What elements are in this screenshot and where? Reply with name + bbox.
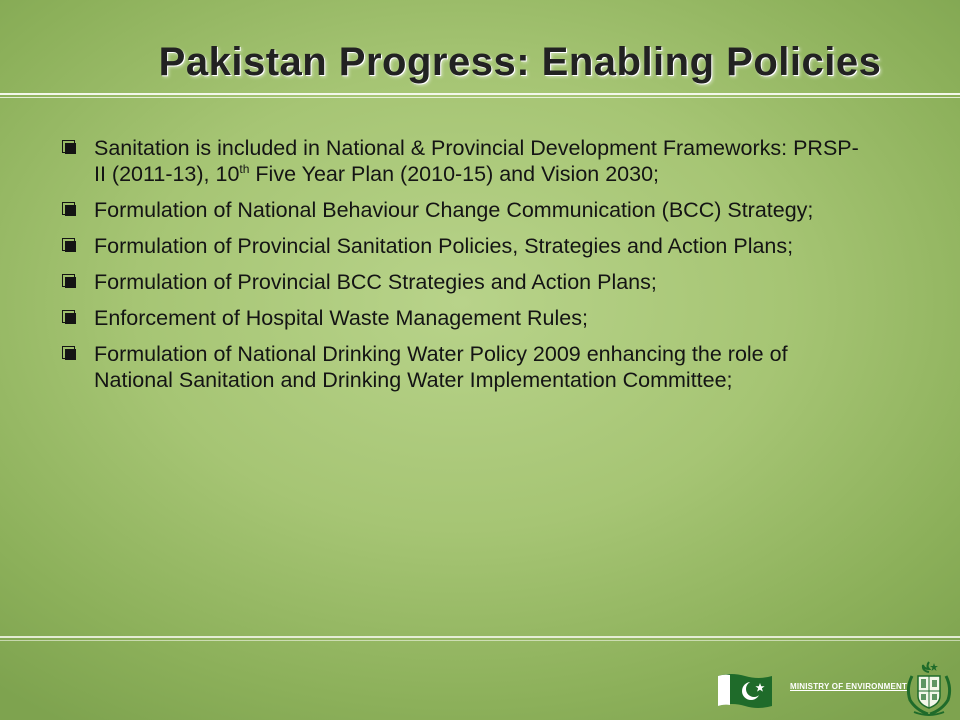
bullet-item bbox=[60, 233, 860, 259]
bullet-text: Formulation of National Behaviour Change Communication (BCC) Strategy; bbox=[94, 198, 814, 222]
slide-title: Pakistan Progress: Enabling Policies bbox=[158, 40, 882, 84]
bullet-item bbox=[60, 341, 860, 393]
footer-divider bbox=[0, 636, 960, 638]
bullet-superscript: th bbox=[239, 161, 250, 176]
bullet-text-cont: Five Year Plan (2010-15) and Vision 2030; bbox=[249, 162, 660, 186]
state-emblem-icon bbox=[902, 660, 956, 718]
bullet-text: Enforcement of Hospital Waste Management Rules; bbox=[94, 306, 588, 330]
checkbox-bullet-icon bbox=[62, 238, 75, 251]
bullet-item bbox=[60, 197, 860, 223]
bullet-text: Formulation of Provincial BCC Strategies and Action Plans; bbox=[94, 270, 657, 294]
bullet-list bbox=[60, 135, 860, 403]
bullet-item bbox=[60, 269, 860, 295]
checkbox-bullet-icon bbox=[62, 140, 75, 153]
checkbox-bullet-icon bbox=[62, 274, 75, 287]
checkbox-bullet-icon bbox=[62, 310, 75, 323]
checkbox-bullet-icon bbox=[62, 202, 75, 215]
bullet-text: Formulation of National Drinking Water Policy 2009 enhancing the role of National Sanitation and Drinking Water Implementation Committee; bbox=[94, 342, 788, 392]
bullet-item bbox=[60, 135, 860, 187]
title-divider bbox=[0, 93, 960, 95]
bullet-text: Formulation of Provincial Sanitation Policies, Strategies and Action Plans; bbox=[94, 234, 794, 258]
pakistan-flag-icon bbox=[716, 670, 774, 712]
bullet-item bbox=[60, 305, 860, 331]
checkbox-bullet-icon bbox=[62, 346, 75, 359]
bullet-text: Sanitation is included in National & Provincial Development Frameworks: PRSP-II (2011-13), 10 bbox=[94, 136, 859, 186]
ministry-label: MINISTRY OF ENVIRONMENT bbox=[790, 682, 908, 691]
title-divider-thin bbox=[0, 97, 960, 98]
footer-divider-thin bbox=[0, 640, 960, 641]
